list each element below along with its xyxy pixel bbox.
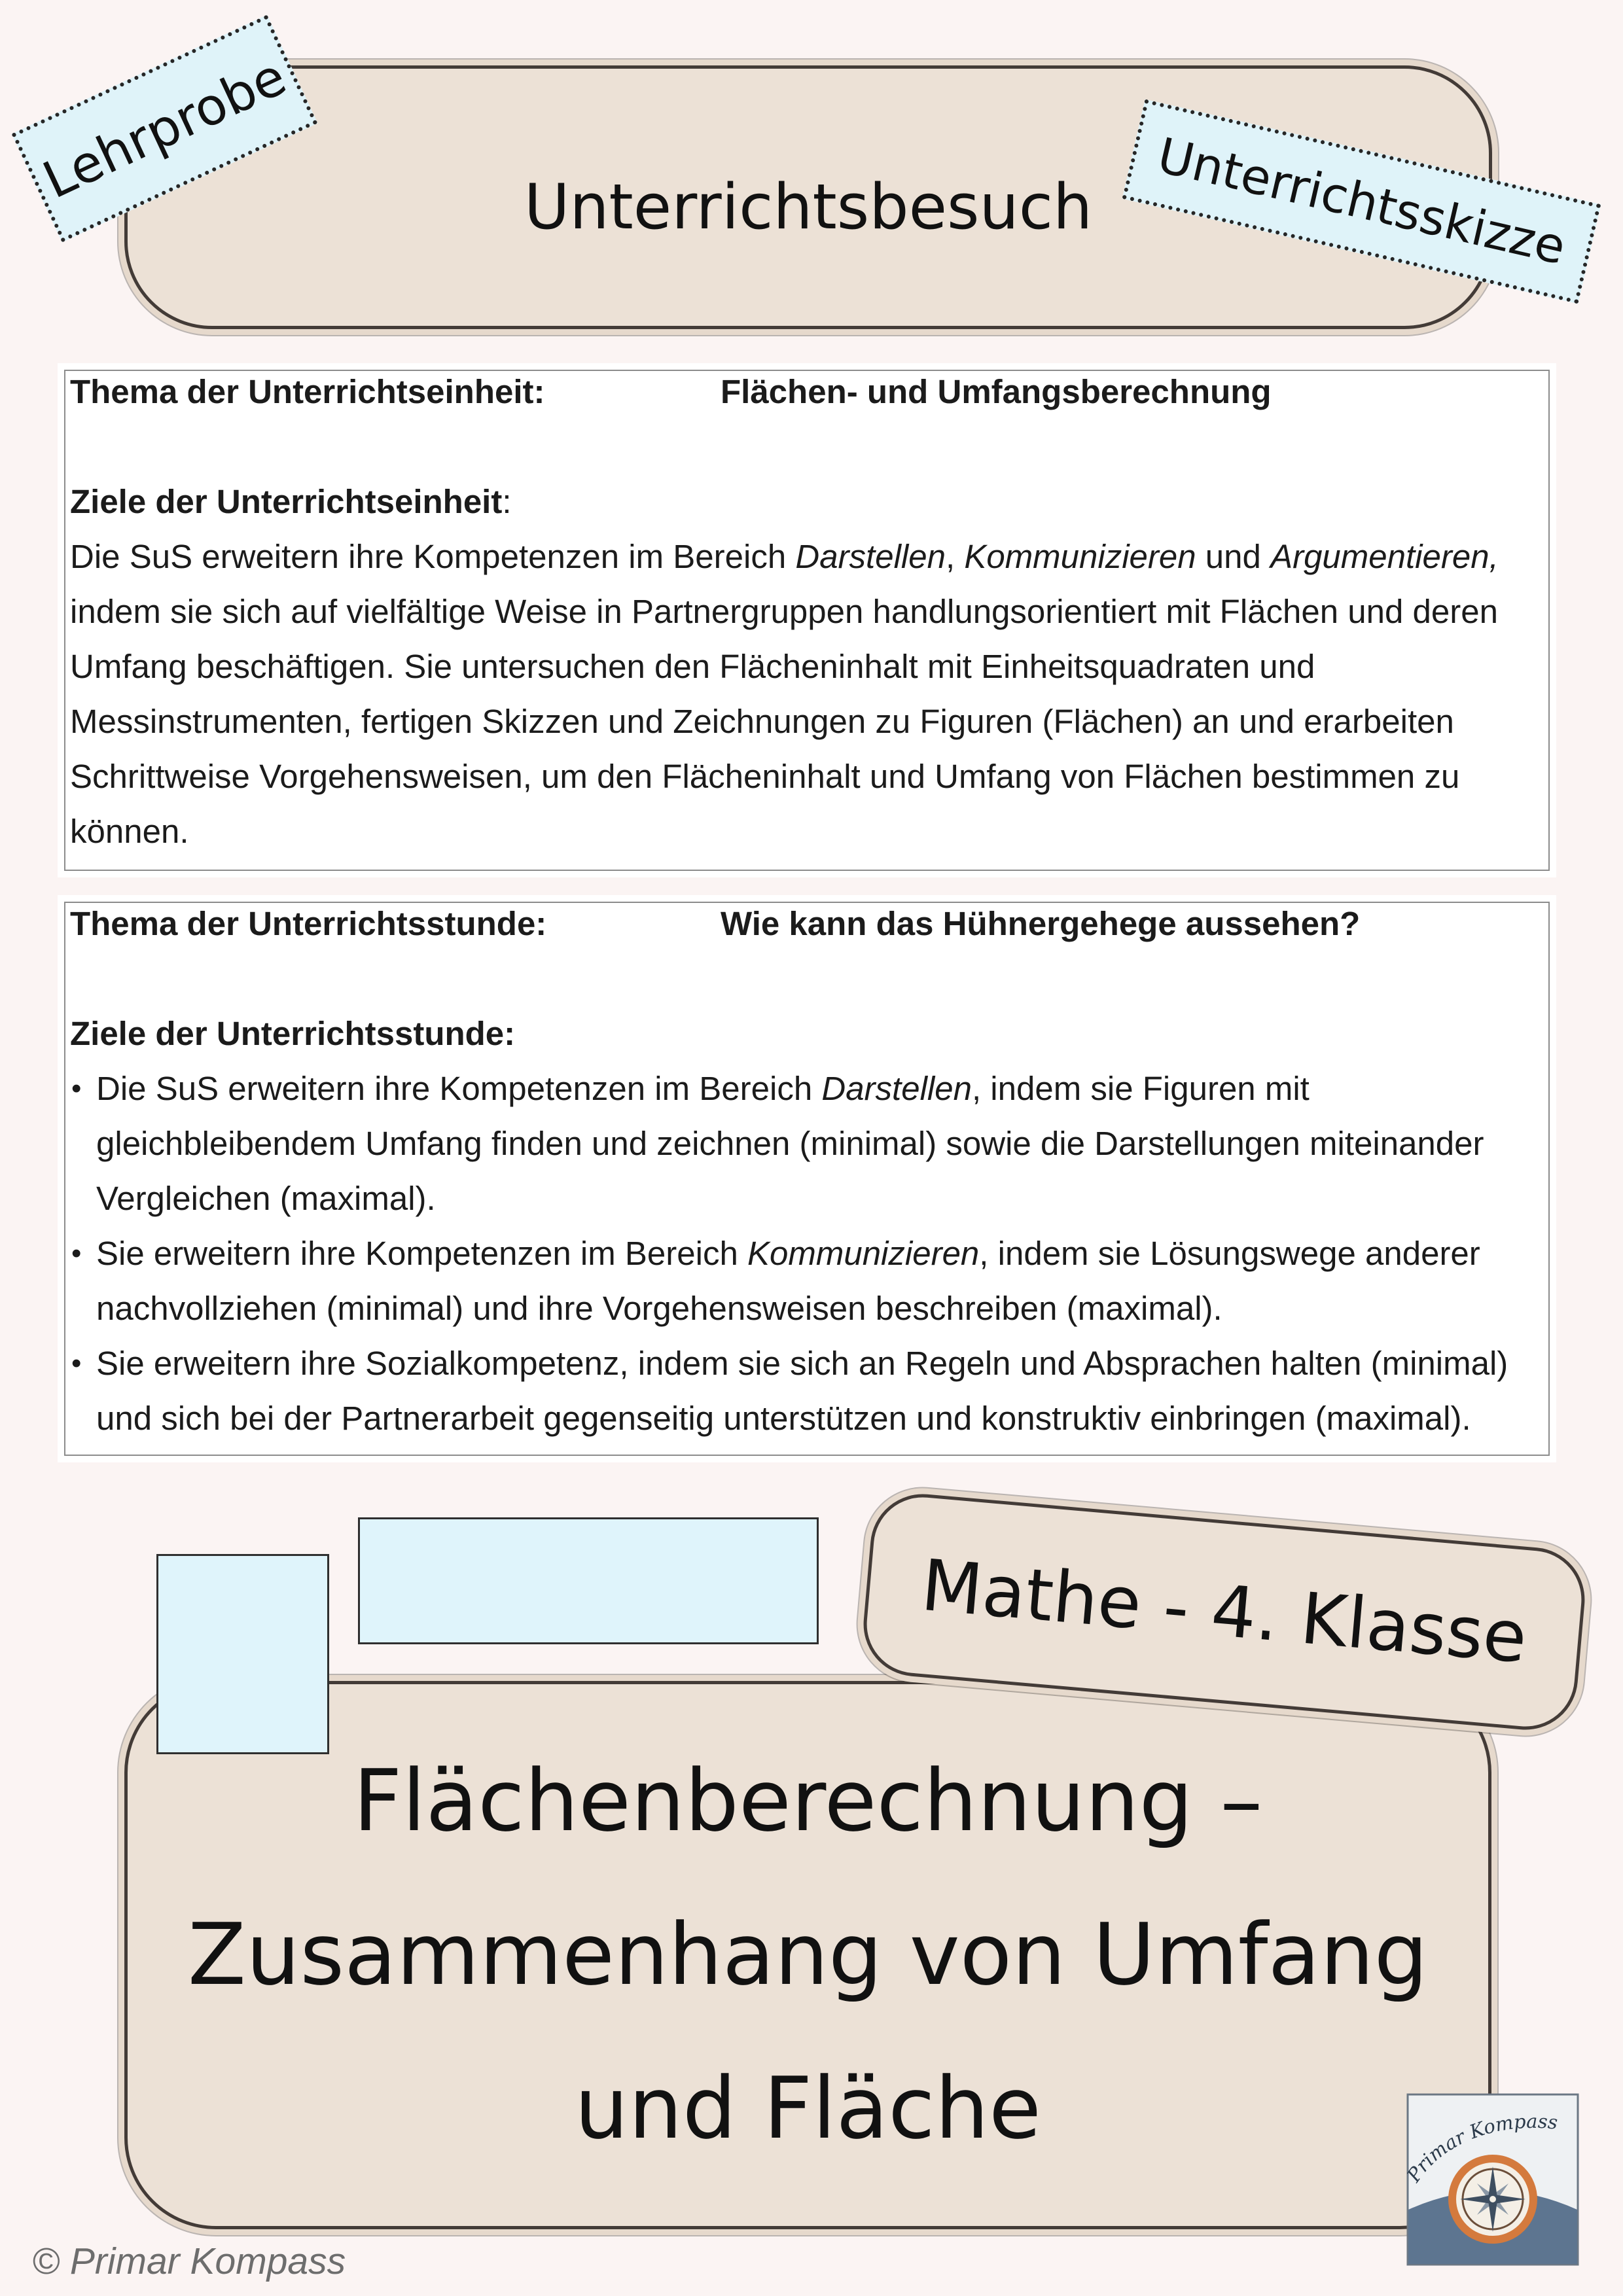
text-segment: Sie erweitern ihre Kompetenzen im Bereich — [96, 1235, 747, 1272]
emphasized-term: Kommunizieren — [747, 1235, 980, 1272]
emphasized-term: Kommunizieren — [964, 538, 1196, 575]
lesson-topic-value: Wie kann das Hühnergehege aussehen? — [721, 905, 1361, 942]
text-segment: und — [1196, 538, 1271, 575]
unit-topic-label: Thema der Unterrichtseinheit: — [70, 373, 545, 410]
text-segment: , indem sie Lösungswege anderer — [979, 1235, 1480, 1272]
unit-topic-row — [70, 364, 1499, 419]
text-line — [96, 1391, 1508, 1446]
unit-goals-colon: : — [502, 483, 512, 520]
text-line — [70, 749, 1499, 804]
stamp-unterrichtsskizze-label: Unterrichtsskizze — [1152, 127, 1571, 276]
text-segment: , — [945, 538, 965, 575]
unit-info-box — [64, 370, 1550, 871]
text-segment: Die SuS erweitern ihre Kompetenzen im Bereich — [96, 1070, 822, 1107]
text-segment: Messinstrumenten, fertigen Skizzen und Zeichnungen zu Figuren (Flächen) an und erarbeiten — [70, 703, 1454, 740]
lesson-info-text — [70, 896, 1508, 1446]
cover-title — [124, 1724, 1491, 2185]
decor-square — [156, 1554, 329, 1754]
lesson-info-box — [64, 902, 1550, 1456]
goal-bullet-item — [70, 1226, 1508, 1336]
emphasized-term: Darstellen — [821, 1070, 972, 1107]
page-title: Unterrichtsbesuch — [524, 171, 1093, 243]
text-line — [70, 639, 1499, 694]
blank-line — [70, 951, 1508, 1006]
primar-kompass-logo — [1406, 2093, 1579, 2266]
stamp-lehrprobe-label: Lehrprobe — [34, 46, 295, 211]
text-line — [96, 1226, 1508, 1281]
text-line — [96, 1171, 1508, 1226]
logo-wordmark: rimar Kompass — [1411, 2110, 1559, 2176]
text-segment: Schrittweise Vorgehensweisen, um den Flächeninhalt und Umfang von Flächen bestimmen zu — [70, 758, 1460, 795]
text-segment: , indem sie Figuren mit — [971, 1070, 1310, 1107]
text-segment: Vergleichen (maximal). — [96, 1180, 436, 1217]
cover-title-line-3: und Fläche — [574, 2058, 1042, 2158]
text-line — [70, 584, 1499, 639]
text-line — [70, 694, 1499, 749]
unit-info-text — [70, 364, 1499, 859]
lesson-topic-row — [70, 896, 1508, 951]
unit-topic-value: Flächen- und Umfangsberechnung — [721, 373, 1272, 410]
text-line — [96, 1281, 1508, 1336]
unit-goals-label: Ziele der Unterrichtseinheit — [70, 483, 503, 520]
text-segment: gleichbleibendem Umfang finden und zeichnen (minimal) sowie die Darstellungen miteinander — [96, 1125, 1484, 1162]
text-segment: und sich bei der Partnerarbeit gegenseitig unterstützen und konstruktiv einbringen (maximal). — [96, 1400, 1471, 1437]
lesson-goals-label: Ziele der Unterrichtsstunde: — [70, 1015, 516, 1052]
text-line — [70, 804, 1499, 859]
text-segment: können. — [70, 813, 189, 850]
compass-rose-icon — [1452, 2159, 1533, 2240]
unit-goals-text — [70, 529, 1499, 859]
text-line — [96, 1061, 1508, 1116]
cover-title-line-1: Flächenberechnung – — [353, 1751, 1263, 1850]
goal-bullet-item — [70, 1336, 1508, 1446]
cover-title-line-2: Zusammenhang von Umfang — [187, 1905, 1429, 2004]
text-line — [70, 529, 1499, 584]
blank-line — [70, 419, 1499, 474]
text-segment: Umfang beschäftigen. Sie untersuchen den Flächeninhalt mit Einheitsquadraten und — [70, 648, 1315, 685]
emphasized-term: Argumentieren, — [1270, 538, 1499, 575]
subject-grade-label: Mathe - 4. Klasse — [918, 1544, 1530, 1680]
unit-goals-heading — [70, 474, 1499, 529]
text-segment: Sie erweitern ihre Sozialkompetenz, indem sie sich an Regeln und Absprachen halten (minimal) — [96, 1345, 1508, 1382]
decor-rectangle — [358, 1517, 819, 1644]
text-segment: indem sie sich auf vielfältige Weise in Partnergruppen handlungsorientiert mit Flächen und deren — [70, 593, 1498, 630]
text-segment: nachvollziehen (minimal) und ihre Vorgehensweisen beschreiben (maximal). — [96, 1290, 1222, 1327]
emphasized-term: Darstellen — [795, 538, 946, 575]
lesson-topic-label: Thema der Unterrichtsstunde: — [70, 905, 547, 942]
text-segment: Die SuS erweitern ihre Kompetenzen im Bereich — [70, 538, 796, 575]
copyright-notice: © Primar Kompass — [32, 2240, 346, 2282]
text-line — [96, 1336, 1508, 1391]
lesson-goals-heading — [70, 1006, 1508, 1061]
text-line — [96, 1116, 1508, 1171]
goal-bullet-item — [70, 1061, 1508, 1226]
lesson-goals-list — [70, 1061, 1508, 1446]
